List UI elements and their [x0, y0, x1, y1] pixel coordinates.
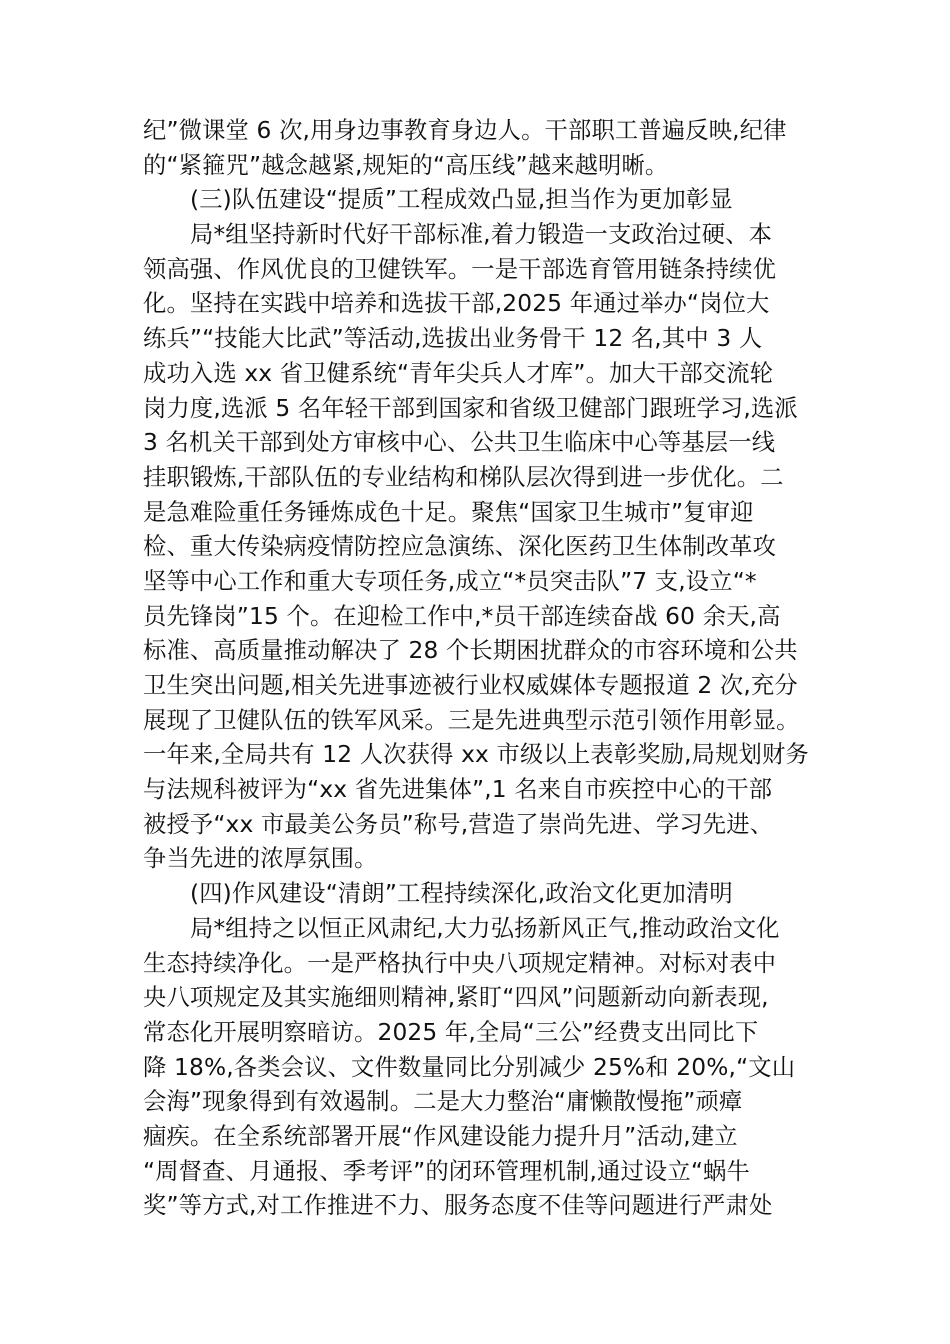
text-line: 奖”等方式,对工作推进不力、服务态度不佳等问题进行严肃处 [143, 1192, 773, 1220]
document-page [143, 114, 815, 1224]
text-line: 生态持续净化。一是严格执行中央八项规定精神。对标对表中 [143, 949, 777, 977]
text-line: 展现了卫健队伍的铁军风采。三是先进典型示范引领作用彰显。 [143, 706, 800, 734]
text-line: (三)队伍建设“提质”工程成效凸显,担当作为更加彰显 [190, 186, 733, 214]
text-line: 挂职锻炼,干部队伍的专业结构和梯队层次得到进一步优化。二 [143, 463, 784, 491]
text-line: 练兵”“技能大比武”等活动,选拔出业务骨干 12 名,其中 3 人 [143, 325, 763, 353]
text-line: (四)作风建设“清朗”工程持续深化,政治文化更加清明 [190, 880, 733, 908]
text-line: 标准、高质量推动解决了 28 个长期困扰群众的市容环境和公共 [143, 637, 798, 665]
text-line: 卫生突出问题,相关先进事迹被行业权威媒体专题报道 2 次,充分 [143, 672, 798, 699]
text-line: 纪”微课堂 6 次,用身边事教育身边人。干部职工普遍反映,纪律 [143, 117, 787, 144]
text-line: 被授予“xx 市最美公务员”称号,营造了崇尚先进、学习先进、 [143, 810, 774, 838]
text-line: 3 名机关干部到处方审核中心、公共卫生临床中心等基层一线 [143, 429, 776, 457]
text-line: 痼疾。在全系统部署开展“作风建设能力提升月”活动,建立 [143, 1122, 738, 1150]
text-line: 常态化开展明察暗访。2025 年,全局“三公”经费支出同比下 [143, 1018, 759, 1046]
text-line: 员先锋岗”15 个。在迎检工作中,*员干部连续奋战 60 余天,高 [143, 602, 781, 630]
text-line: 降 18%,各类会议、文件数量同比分别减少 25%和 20%,“文山 [143, 1053, 796, 1081]
text-line: 检、重大传染病疫情防控应急演练、深化医药卫生体制改革攻 [143, 533, 777, 561]
text-line: 的“紧箍咒”越念越紧,规矩的“高压线”越来越明晰。 [143, 151, 669, 179]
text-line: 央八项规定及其实施细则精神,紧盯“四风”问题新动向新表现, [143, 984, 769, 1012]
text-line: 局*组坚持新时代好干部标准,着力锻造一支政治过硬、本 [190, 221, 773, 249]
text-line: 是急难险重任务锤炼成色十足。聚焦“国家卫生城市”复审迎 [143, 498, 754, 526]
text-line: 局*组持之以恒正风肃纪,大力弘扬新风正气,推动政治文化 [190, 914, 780, 942]
text-line: 坚等中心工作和重大专项任务,成立“*员突击队”7 支,设立“* [143, 567, 757, 595]
text-line: 领高强、作风优良的卫健铁军。一是干部选育管用链条持续优 [143, 255, 777, 283]
text-line: 岗力度,选派 5 名年轻干部到国家和省级卫健部门跟班学习,选派 [143, 394, 798, 422]
text-line: 化。坚持在实践中培养和选拔干部,2025 年通过举办“岗位大 [143, 290, 770, 318]
text-line: “周督查、月通报、季考评”的闭环管理机制,通过设立“蜗牛 [143, 1157, 750, 1185]
text-line: 成功入选 xx 省卫健系统“青年尖兵人才库”。加大干部交流轮 [143, 359, 774, 387]
text-line: 争当先进的浓厚氛围。 [143, 845, 378, 873]
text-line: 会海”现象得到有效遏制。二是大力整治“庸懒散慢拖”顽瘴 [143, 1088, 743, 1116]
text-line: 与法规科被评为“xx 省先进集体”,1 名来自市疾控中心的干部 [143, 776, 773, 804]
text-line: 一年来,全局共有 12 人次获得 xx 市级以上表彰奖励,局规划财务 [143, 741, 809, 769]
